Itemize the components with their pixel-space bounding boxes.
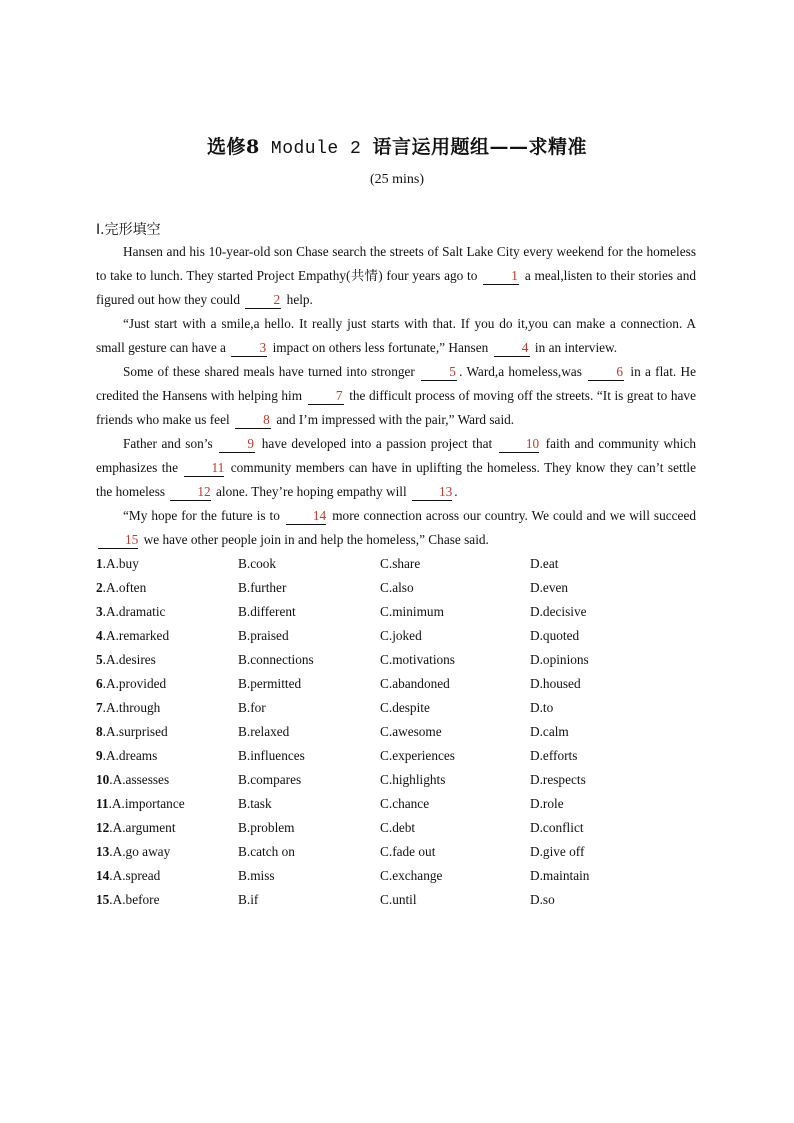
option-d[interactable]: D.decisive: [530, 604, 587, 619]
option-row-9: [96, 744, 716, 768]
question-number: 11: [96, 796, 109, 811]
time-limit: (25 mins): [369, 172, 425, 187]
title-module: Module 2: [270, 139, 362, 159]
title-course: 选修8: [207, 136, 260, 158]
blank-6[interactable]: 6: [588, 364, 624, 381]
question-number: 5: [96, 652, 103, 667]
option-row-1: [96, 552, 716, 576]
passage-text: Some of these shared meals have turned into stronger: [123, 364, 420, 379]
option-b[interactable]: B.praised: [238, 628, 289, 643]
option-d[interactable]: D.role: [530, 796, 564, 811]
blank-14[interactable]: 14: [286, 508, 326, 525]
option-a-text: .A.remarked: [102, 628, 170, 643]
option-a[interactable]: [96, 552, 238, 576]
option-a[interactable]: [96, 744, 238, 768]
option-d[interactable]: D.opinions: [530, 652, 589, 667]
option-row-8: [96, 720, 716, 744]
option-row-12: [96, 816, 716, 840]
option-c[interactable]: C.fade out: [380, 844, 436, 859]
question-number: 9: [96, 748, 103, 763]
option-c[interactable]: C.awesome: [380, 724, 442, 739]
option-a[interactable]: [96, 792, 238, 816]
answer-options: [96, 552, 716, 912]
question-number: 14: [96, 868, 110, 883]
option-d[interactable]: D.maintain: [530, 868, 590, 883]
blank-13[interactable]: 13: [412, 484, 452, 501]
option-c[interactable]: C.despite: [380, 700, 430, 715]
option-row-2: [96, 576, 716, 600]
passage-text: “My hope for the future is to: [123, 508, 284, 523]
option-c[interactable]: C.experiences: [380, 748, 455, 763]
passage-text: community members can have in uplifting the homeless. They know they can’t settle the homeless: [96, 460, 696, 499]
passage-text: . Ward,a homeless,was: [459, 364, 587, 379]
question-number: 8: [96, 724, 103, 739]
blank-8[interactable]: 8: [235, 412, 271, 429]
passage-text: help.: [283, 292, 313, 307]
option-d[interactable]: D.to: [530, 700, 554, 715]
question-number: 13: [96, 844, 110, 859]
section-heading: Ⅰ.完形填空: [96, 222, 161, 238]
option-b[interactable]: B.catch on: [238, 844, 295, 859]
option-b[interactable]: B.further: [238, 580, 287, 595]
option-row-7: [96, 696, 716, 720]
option-a[interactable]: [96, 768, 238, 792]
passage-paragraph: [96, 360, 696, 432]
option-row-13: [96, 840, 716, 864]
blank-15[interactable]: 15: [98, 532, 138, 549]
option-d[interactable]: D.so: [530, 892, 555, 907]
blank-3[interactable]: 3: [231, 340, 267, 357]
passage-text: and I’m impressed with the pair,” Ward said.: [273, 412, 515, 427]
question-number: 2: [96, 580, 103, 595]
question-number: 10: [96, 772, 110, 787]
option-a-text: .A.surprised: [102, 724, 168, 739]
option-c[interactable]: C.joked: [380, 628, 422, 643]
option-d[interactable]: D.efforts: [530, 748, 578, 763]
passage-text: we have other people join in and help the homeless,” Chase said.: [140, 532, 489, 547]
option-a-text: .A.buy: [102, 556, 139, 571]
option-d[interactable]: D.calm: [530, 724, 569, 739]
option-a[interactable]: [96, 624, 238, 648]
passage-text: a meal,listen to their stories and figured out how they could: [96, 268, 696, 307]
question-number: 15: [96, 892, 110, 907]
blank-10[interactable]: 10: [499, 436, 539, 453]
option-d[interactable]: D.eat: [530, 556, 559, 571]
option-a-text: .A.dramatic: [102, 604, 166, 619]
option-b[interactable]: B.relaxed: [238, 724, 290, 739]
option-a-text: .A.desires: [102, 652, 156, 667]
passage-text: Father and son’s: [123, 436, 218, 451]
blank-2[interactable]: 2: [245, 292, 281, 309]
option-b[interactable]: B.permitted: [238, 676, 302, 691]
passage-text: Hansen and his 10-year-old son Chase search the streets of Salt Lake City every weekend for the homeless to take to lunch. They started Project Empathy(共情) four years ago to: [96, 244, 696, 283]
option-a-text: .A.assesses: [109, 772, 170, 787]
option-a-text: .A.importance: [108, 796, 185, 811]
option-a[interactable]: [96, 696, 238, 720]
passage-text: faith and community which emphasizes the: [96, 436, 696, 475]
passage-paragraph: [96, 312, 696, 360]
question-number: 7: [96, 700, 103, 715]
option-c[interactable]: C.motivations: [380, 652, 455, 667]
option-a[interactable]: [96, 864, 238, 888]
option-a[interactable]: [96, 888, 238, 912]
passage-text: alone. They’re hoping empathy will: [212, 484, 410, 499]
option-a-text: .A.provided: [102, 676, 167, 691]
option-c[interactable]: C.until: [380, 892, 417, 907]
option-b[interactable]: B.connections: [238, 652, 314, 667]
option-row-3: [96, 600, 716, 624]
blank-12[interactable]: 12: [170, 484, 210, 501]
passage-text: more connection across our country. We could and we will succeed: [328, 508, 696, 523]
option-d[interactable]: D.even: [530, 580, 569, 595]
option-a-text: .A.before: [109, 892, 160, 907]
option-a[interactable]: [96, 576, 238, 600]
option-d[interactable]: D.quoted: [530, 628, 580, 643]
option-row-6: [96, 672, 716, 696]
option-b[interactable]: B.miss: [238, 868, 275, 883]
blank-1[interactable]: 1: [483, 268, 519, 285]
option-d[interactable]: D.housed: [530, 676, 581, 691]
passage-text: in an interview.: [531, 340, 618, 355]
option-a[interactable]: [96, 816, 238, 840]
option-a[interactable]: [96, 600, 238, 624]
passage-paragraph: [96, 504, 696, 552]
question-number: 6: [96, 676, 103, 691]
page-title: [0, 132, 794, 159]
option-c[interactable]: C.also: [380, 580, 414, 595]
option-a[interactable]: [96, 648, 238, 672]
option-c[interactable]: C.highlights: [380, 772, 446, 787]
passage-text: in a flat. He credited the Hansens with helping him: [96, 364, 696, 403]
option-a-text: .A.spread: [109, 868, 161, 883]
option-b[interactable]: B.task: [238, 796, 272, 811]
option-a[interactable]: [96, 672, 238, 696]
option-a-text: .A.argument: [109, 820, 176, 835]
blank-9[interactable]: 9: [219, 436, 255, 453]
blank-4[interactable]: 4: [494, 340, 530, 357]
question-number: 1: [96, 556, 103, 571]
title-topic: 语言运用题组——求精准: [372, 136, 587, 158]
option-row-11: [96, 792, 716, 816]
option-d[interactable]: D.give off: [530, 844, 585, 859]
cloze-passage: [96, 240, 696, 552]
passage-text: have developed into a passion project that: [257, 436, 497, 451]
option-row-14: [96, 864, 716, 888]
option-c[interactable]: C.minimum: [380, 604, 444, 619]
passage-text: .: [454, 484, 458, 499]
option-b[interactable]: B.problem: [238, 820, 295, 835]
option-a-text: .A.often: [102, 580, 147, 595]
option-b[interactable]: B.influences: [238, 748, 305, 763]
option-a[interactable]: [96, 720, 238, 744]
option-c[interactable]: C.chance: [380, 796, 430, 811]
option-d[interactable]: D.conflict: [530, 820, 584, 835]
option-c[interactable]: C.debt: [380, 820, 416, 835]
passage-text: the difficult process of moving off the streets. “It is great to have friends who make us feel: [96, 388, 696, 427]
option-a-text: .A.go away: [109, 844, 171, 859]
option-c[interactable]: C.abandoned: [380, 676, 450, 691]
passage-paragraph: [96, 240, 696, 312]
option-c[interactable]: C.exchange: [380, 868, 443, 883]
passage-text: “Just start with a smile,a hello. It really just starts with that. If you do it,you can make a connection. A small gesture can have a: [96, 316, 696, 355]
option-b[interactable]: B.if: [238, 892, 259, 907]
blank-11[interactable]: 11: [184, 460, 224, 477]
option-c[interactable]: C.share: [380, 556, 421, 571]
option-a-text: .A.dreams: [102, 748, 158, 763]
question-number: 3: [96, 604, 103, 619]
passage-paragraph: [96, 432, 696, 504]
passage-text: impact on others less fortunate,” Hansen: [269, 340, 492, 355]
option-b[interactable]: B.different: [238, 604, 296, 619]
option-a-text: .A.through: [102, 700, 161, 715]
option-row-10: [96, 768, 716, 792]
question-number: 12: [96, 820, 110, 835]
blank-7[interactable]: 7: [308, 388, 344, 405]
option-b[interactable]: B.compares: [238, 772, 302, 787]
question-number: 4: [96, 628, 103, 643]
option-b[interactable]: B.for: [238, 700, 266, 715]
option-b[interactable]: B.cook: [238, 556, 277, 571]
blank-5[interactable]: 5: [421, 364, 457, 381]
option-row-5: [96, 648, 716, 672]
option-row-4: [96, 624, 716, 648]
option-a[interactable]: [96, 840, 238, 864]
option-d[interactable]: D.respects: [530, 772, 586, 787]
option-row-15: [96, 888, 716, 912]
